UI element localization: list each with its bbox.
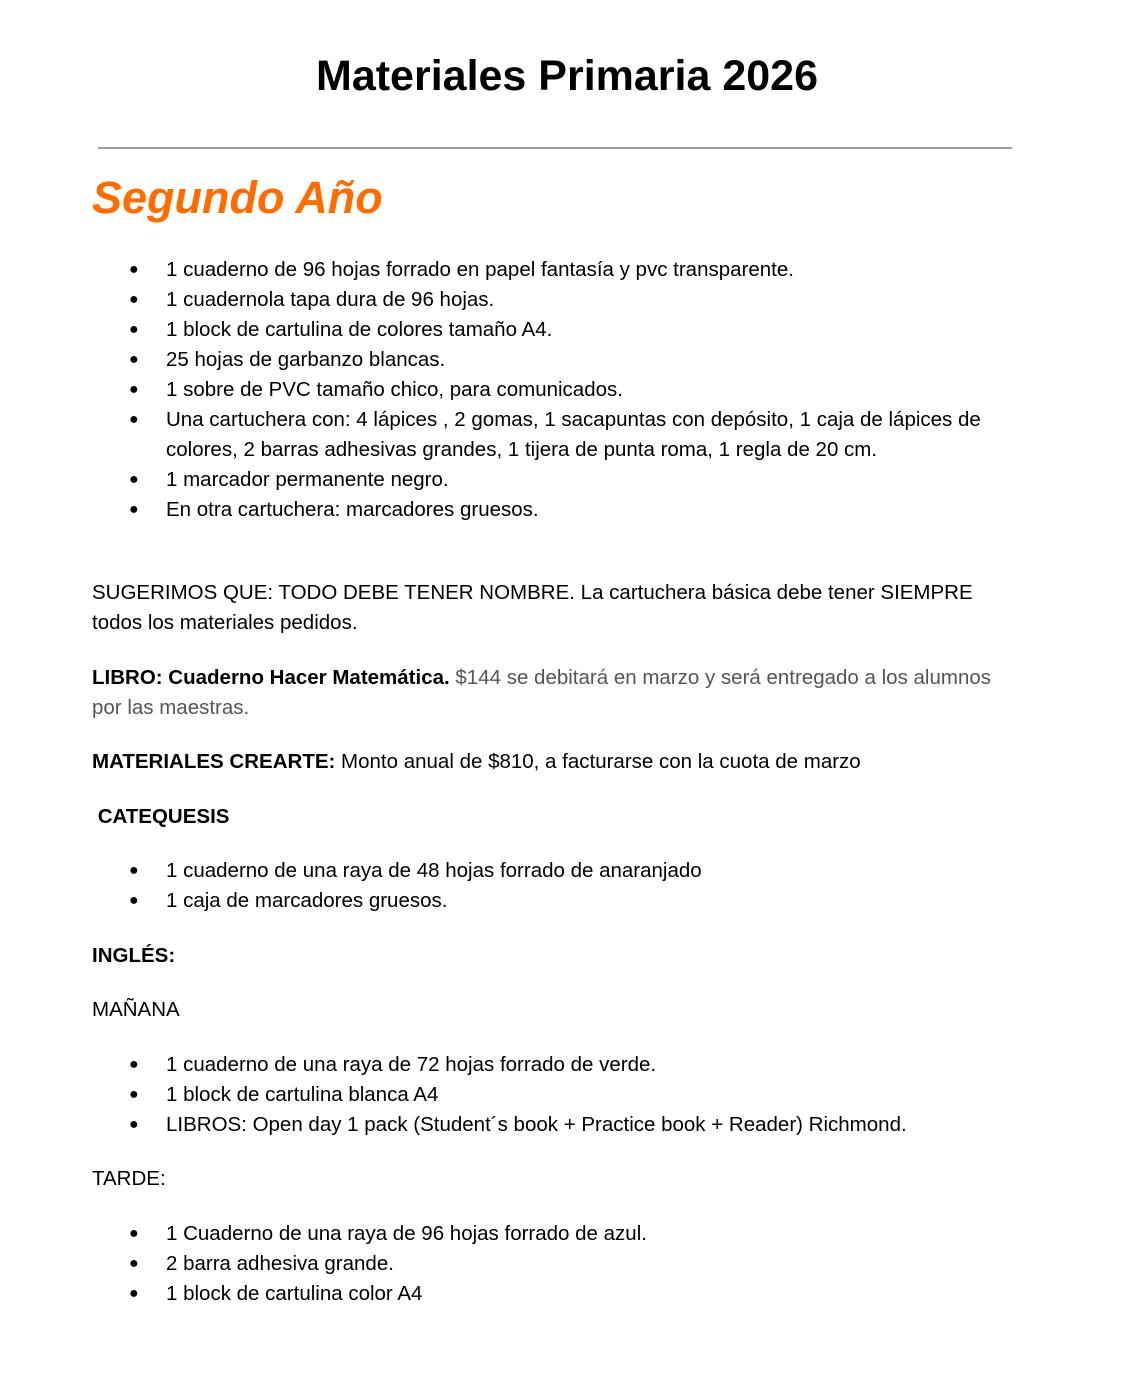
bullet-icon: ● — [129, 1056, 139, 1073]
bullet-icon: ● — [129, 1255, 139, 1272]
bullet-icon: ● — [129, 501, 139, 518]
list-item: ● 1 marcador permanente negro. — [92, 465, 1022, 495]
manana-list — [92, 1050, 1022, 1140]
list-item: ● En otra cartuchera: marcadores gruesos. — [92, 495, 1022, 525]
suggestion-paragraph: SUGERIMOS QUE: TODO DEBE TENER NOMBRE. La cartuchera básica debe tener SIEMPRE todos los materiales pedidos. — [92, 581, 973, 634]
bullet-icon: ● — [129, 1086, 139, 1103]
list-item: ● 25 hojas de garbanzo blancas. — [92, 345, 1022, 375]
section-heading: Segundo Año — [92, 172, 383, 223]
catequesis-heading: CATEQUESIS — [92, 805, 230, 828]
bullet-icon: ● — [129, 1116, 139, 1133]
libro-text: $144 se debitará en marzo y será entregado a los alumnos por las maestras. — [92, 666, 992, 719]
manana-label: MAÑANA — [92, 998, 180, 1021]
list-item: ● LIBROS: Open day 1 pack (Student´s book + Practice book + Reader) Richmond. — [92, 1110, 1022, 1140]
bullet-icon: ● — [129, 1225, 139, 1242]
ingles-heading: INGLÉS: — [92, 944, 176, 967]
libro-paragraph — [92, 663, 1022, 723]
list-item: ● 2 barra adhesiva grande. — [92, 1249, 1022, 1279]
document-title: Materiales Primaria 2026 — [316, 52, 818, 100]
list-item: ● 1 cuaderno de una raya de 72 hojas forrado de verde. — [92, 1050, 1022, 1080]
list-item: ● 1 block de cartulina color A4 — [92, 1279, 1022, 1309]
crearte-label: MATERIALES CREARTE: — [92, 750, 336, 773]
bullet-icon: ● — [129, 291, 139, 308]
bullet-icon: ● — [129, 261, 139, 278]
list-item: ● 1 cuaderno de 96 hojas forrado en papel fantasía y pvc transparente. — [92, 255, 1022, 285]
horizontal-rule — [98, 147, 1012, 149]
tarde-label: TARDE: — [92, 1167, 166, 1190]
list-item: ● 1 Cuaderno de una raya de 96 hojas forrado de azul. — [92, 1219, 1022, 1249]
list-item: ● 1 block de cartulina de colores tamaño A4. — [92, 315, 1022, 345]
crearte-paragraph — [92, 747, 1022, 777]
list-item: ● 1 cuaderno de una raya de 48 hojas forrado de anaranjado — [92, 856, 1022, 886]
list-item: ● Una cartuchera con: 4 lápices , 2 gomas, 1 sacapuntas con depósito, 1 caja de lápices de colores, 2 barras adhesivas grandes, 1 tijera de punta roma, 1 regla de 20 cm. — [92, 405, 1022, 465]
libro-label: LIBRO: Cuaderno Hacer Matemática. — [92, 666, 450, 689]
bullet-icon: ● — [129, 892, 139, 909]
list-item: ● 1 cuadernola tapa dura de 96 hojas. — [92, 285, 1022, 315]
bullet-icon: ● — [129, 1285, 139, 1302]
crearte-text: Monto anual de $810, a facturarse con la cuota de marzo — [335, 750, 861, 773]
bullet-icon: ● — [129, 411, 139, 428]
list-item: ● 1 block de cartulina blanca A4 — [92, 1080, 1022, 1110]
bullet-icon: ● — [129, 321, 139, 338]
bullet-icon: ● — [129, 381, 139, 398]
bullet-icon: ● — [129, 351, 139, 368]
catequesis-list — [92, 856, 1022, 916]
bullet-icon: ● — [129, 471, 139, 488]
bullet-icon: ● — [129, 862, 139, 879]
tarde-list — [92, 1219, 1022, 1309]
main-materials-list — [92, 255, 1022, 525]
list-item: ● 1 sobre de PVC tamaño chico, para comunicados. — [92, 375, 1022, 405]
list-item: ● 1 caja de marcadores gruesos. — [92, 886, 1022, 916]
